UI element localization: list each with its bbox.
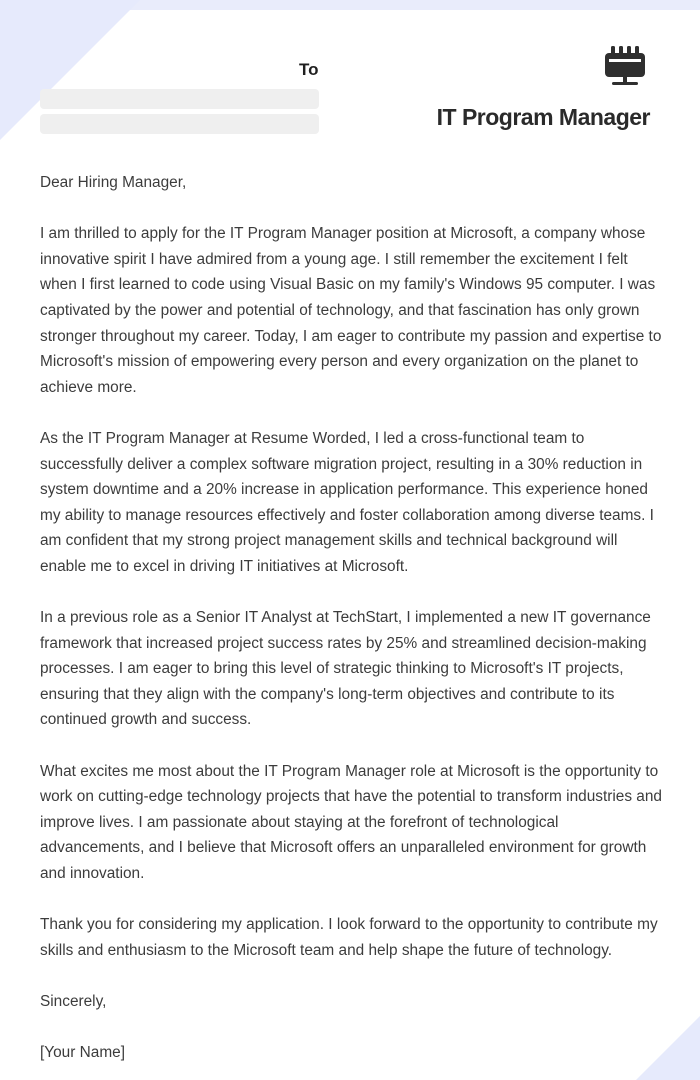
paragraph-1: I am thrilled to apply for the IT Program Manager position at Microsoft, a company whose innovative spirit I have admired from a young age. I still remember the excitement I felt when I first learned to code using Visual Basic on my family's Windows 95 computer. I was captivated by the power and potential of technology, and that fascination has only grown stronger throughout my career. Today, I am eager to contribute my passion and expertise to Microsoft's mission of empowering every person and every organization on the planet to achieve more. bbox=[40, 225, 662, 396]
closing: Sincerely, bbox=[40, 993, 107, 1010]
letter-body bbox=[40, 170, 664, 1080]
paragraph-5: Thank you for considering my application. I look forward to the opportunity to contribute my skills and enthusiasm to the Microsoft team and help shape the future of technology. bbox=[40, 916, 658, 959]
salutation: Dear Hiring Manager, bbox=[40, 174, 187, 191]
paragraph-4: What excites me most about the IT Program Manager role at Microsoft is the opportunity to work on cutting-edge technology projects that have the potential to transform industries and improve lives. I am passionate about staying at the forefront of technological advancements, and I believe that Microsoft offers an unparalleled environment for growth and innovation. bbox=[40, 762, 662, 883]
recipient-placeholder-line-2 bbox=[40, 114, 319, 134]
recipient-placeholder-line-1 bbox=[40, 89, 319, 109]
monitor-calendar-icon bbox=[602, 43, 648, 89]
paragraph-2: As the IT Program Manager at Resume Worded, I led a cross-functional team to successfully deliver a complex software migration project, resulting in a 30% reduction in system downtime and a 20% increase in application performance. This experience honed my ability to manage resources effectively and foster collaboration among diverse teams. I am confident that my strong project management skills and technical background will enable me to excel in driving IT initiatives at Microsoft. bbox=[40, 429, 654, 575]
paragraph-3: In a previous role as a Senior IT Analyst at TechStart, I implemented a new IT governance framework that increased project success rates by 25% and streamlined decision-making processes. I am eager to bring this level of strategic thinking to Microsoft's IT projects, ensuring that they align with the company's long-term objectives and contribute to its continued growth and success. bbox=[40, 609, 651, 729]
job-title: IT Program Manager bbox=[436, 104, 650, 130]
to-label: To bbox=[299, 60, 319, 79]
signature: [Your Name] bbox=[40, 1044, 125, 1062]
